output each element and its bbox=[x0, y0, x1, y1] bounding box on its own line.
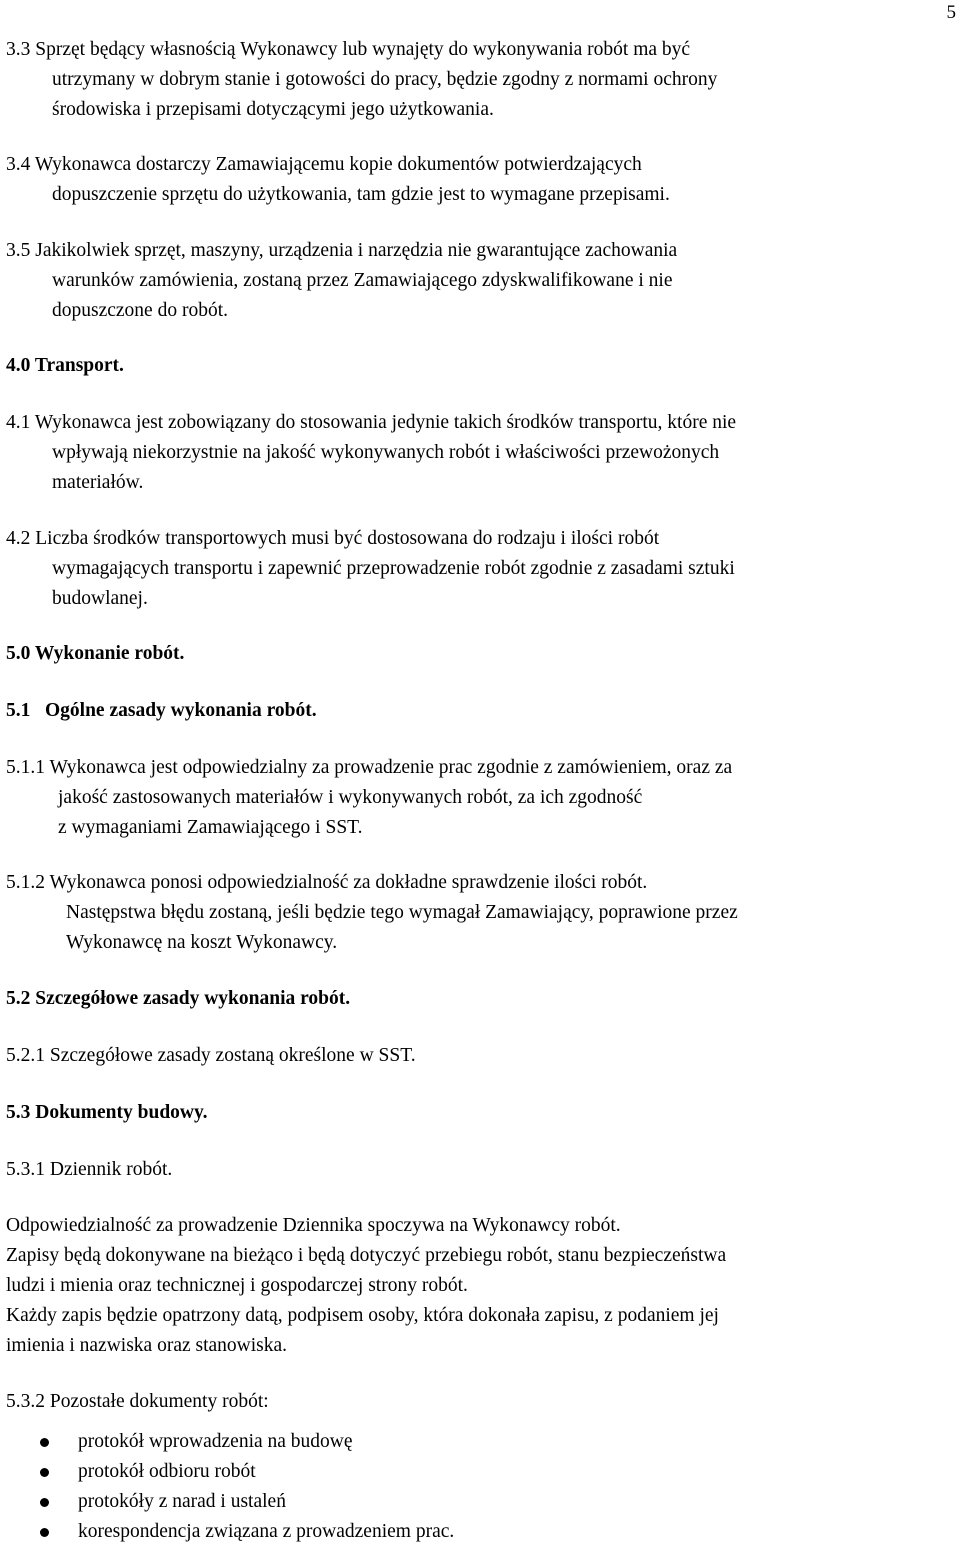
section-3-5-line-3: dopuszczone do robót. bbox=[52, 300, 228, 321]
heading-4-0: 4.0 Transport. bbox=[6, 355, 124, 376]
bullet-icon bbox=[40, 1498, 49, 1507]
section-5-1-1-line-2: jakość zastosowanych materiałów i wykonywanych robót, za ich zgodność bbox=[58, 787, 643, 808]
section-3-4-line-2: dopuszczenie sprzętu do użytkowania, tam gdzie jest to wymagane przepisami. bbox=[52, 184, 670, 205]
section-4-1-line-1: 4.1 Wykonawca jest zobowiązany do stosowania jedynie takich środków transportu, które nie bbox=[6, 412, 737, 433]
section-5-1-2-line-3: Wykonawcę na koszt Wykonawcy. bbox=[66, 932, 338, 953]
section-3-3-line-2: utrzymany w dobrym stanie i gotowości do pracy, będzie zgodny z normami ochrony bbox=[52, 69, 718, 90]
paragraph-line-4: Każdy zapis będzie opatrzony datą, podpisem osoby, która dokonała zapisu, z podaniem jej bbox=[6, 1305, 719, 1326]
section-3-3-line-1: 3.3 Sprzęt będący własnością Wykonawcy lub wynajęty do wykonywania robót ma być bbox=[6, 39, 691, 60]
list-item-text: korespondencja związana z prowadzeniem prac. bbox=[78, 1521, 455, 1542]
section-5-1-2-line-1: 5.1.2 Wykonawca ponosi odpowiedzialność za dokładne sprawdzenie ilości robót. bbox=[6, 872, 648, 893]
section-4-2-line-1: 4.2 Liczba środków transportowych musi być dostosowana do rodzaju i ilości robót bbox=[6, 528, 660, 549]
list-item-text: protokół wprowadzenia na budowę bbox=[78, 1431, 353, 1452]
bullet-icon bbox=[40, 1438, 49, 1447]
section-4-2-line-2: wymagających transportu i zapewnić przeprowadzenie robót zgodnie z zasadami sztuki bbox=[52, 558, 735, 579]
page-number: 5 bbox=[946, 2, 956, 23]
section-5-1-2-line-2: Następstwa błędu zostaną, jeśli będzie tego wymagał Zamawiający, poprawione przez bbox=[66, 902, 738, 923]
bullet-icon bbox=[40, 1528, 49, 1537]
bullet-icon bbox=[40, 1468, 49, 1477]
paragraph-line-2: Zapisy będą dokonywane na bieżąco i będą dotyczyć przebiegu robót, stanu bezpieczeństwa bbox=[6, 1245, 727, 1266]
section-5-3-2: 5.3.2 Pozostałe dokumenty robót: bbox=[6, 1391, 269, 1412]
section-4-1-line-3: materiałów. bbox=[52, 472, 144, 493]
heading-5-3: 5.3 Dokumenty budowy. bbox=[6, 1102, 208, 1123]
section-3-5-line-2: warunków zamówienia, zostaną przez Zamawiającego zdyskwalifikowane i nie bbox=[52, 270, 673, 291]
list-item-text: protokół odbioru robót bbox=[78, 1461, 256, 1482]
section-5-1-1-line-3: z wymaganiami Zamawiającego i SST. bbox=[58, 817, 363, 838]
section-5-2-1: 5.2.1 Szczegółowe zasady zostaną określone w SST. bbox=[6, 1045, 416, 1066]
heading-5-2: 5.2 Szczegółowe zasady wykonania robót. bbox=[6, 988, 351, 1009]
section-3-4-line-1: 3.4 Wykonawca dostarczy Zamawiającemu kopie dokumentów potwierdzających bbox=[6, 154, 642, 175]
paragraph-line-1: Odpowiedzialność za prowadzenie Dziennika spoczywa na Wykonawcy robót. bbox=[6, 1215, 621, 1236]
section-4-2-line-3: budowlanej. bbox=[52, 588, 148, 609]
section-3-5-line-1: 3.5 Jakikolwiek sprzęt, maszyny, urządzenia i narzędzia nie gwarantujące zachowania bbox=[6, 240, 678, 261]
heading-5-0: 5.0 Wykonanie robót. bbox=[6, 643, 185, 664]
section-3-3-line-3: środowiska i przepisami dotyczącymi jego użytkowania. bbox=[52, 99, 494, 120]
heading-5-1: 5.1 Ogólne zasady wykonania robót. bbox=[6, 700, 317, 721]
section-5-3-1: 5.3.1 Dziennik robót. bbox=[6, 1159, 173, 1180]
paragraph-line-3: ludzi i mienia oraz technicznej i gospodarczej strony robót. bbox=[6, 1275, 468, 1296]
paragraph-line-5: imienia i nazwiska oraz stanowiska. bbox=[6, 1335, 288, 1356]
section-4-1-line-2: wpływają niekorzystnie na jakość wykonywanych robót i właściwości przewożonych bbox=[52, 442, 720, 463]
section-5-1-1-line-1: 5.1.1 Wykonawca jest odpowiedzialny za prowadzenie prac zgodnie z zamówieniem, oraz za bbox=[6, 757, 733, 778]
list-item-text: protokóły z narad i ustaleń bbox=[78, 1491, 286, 1512]
